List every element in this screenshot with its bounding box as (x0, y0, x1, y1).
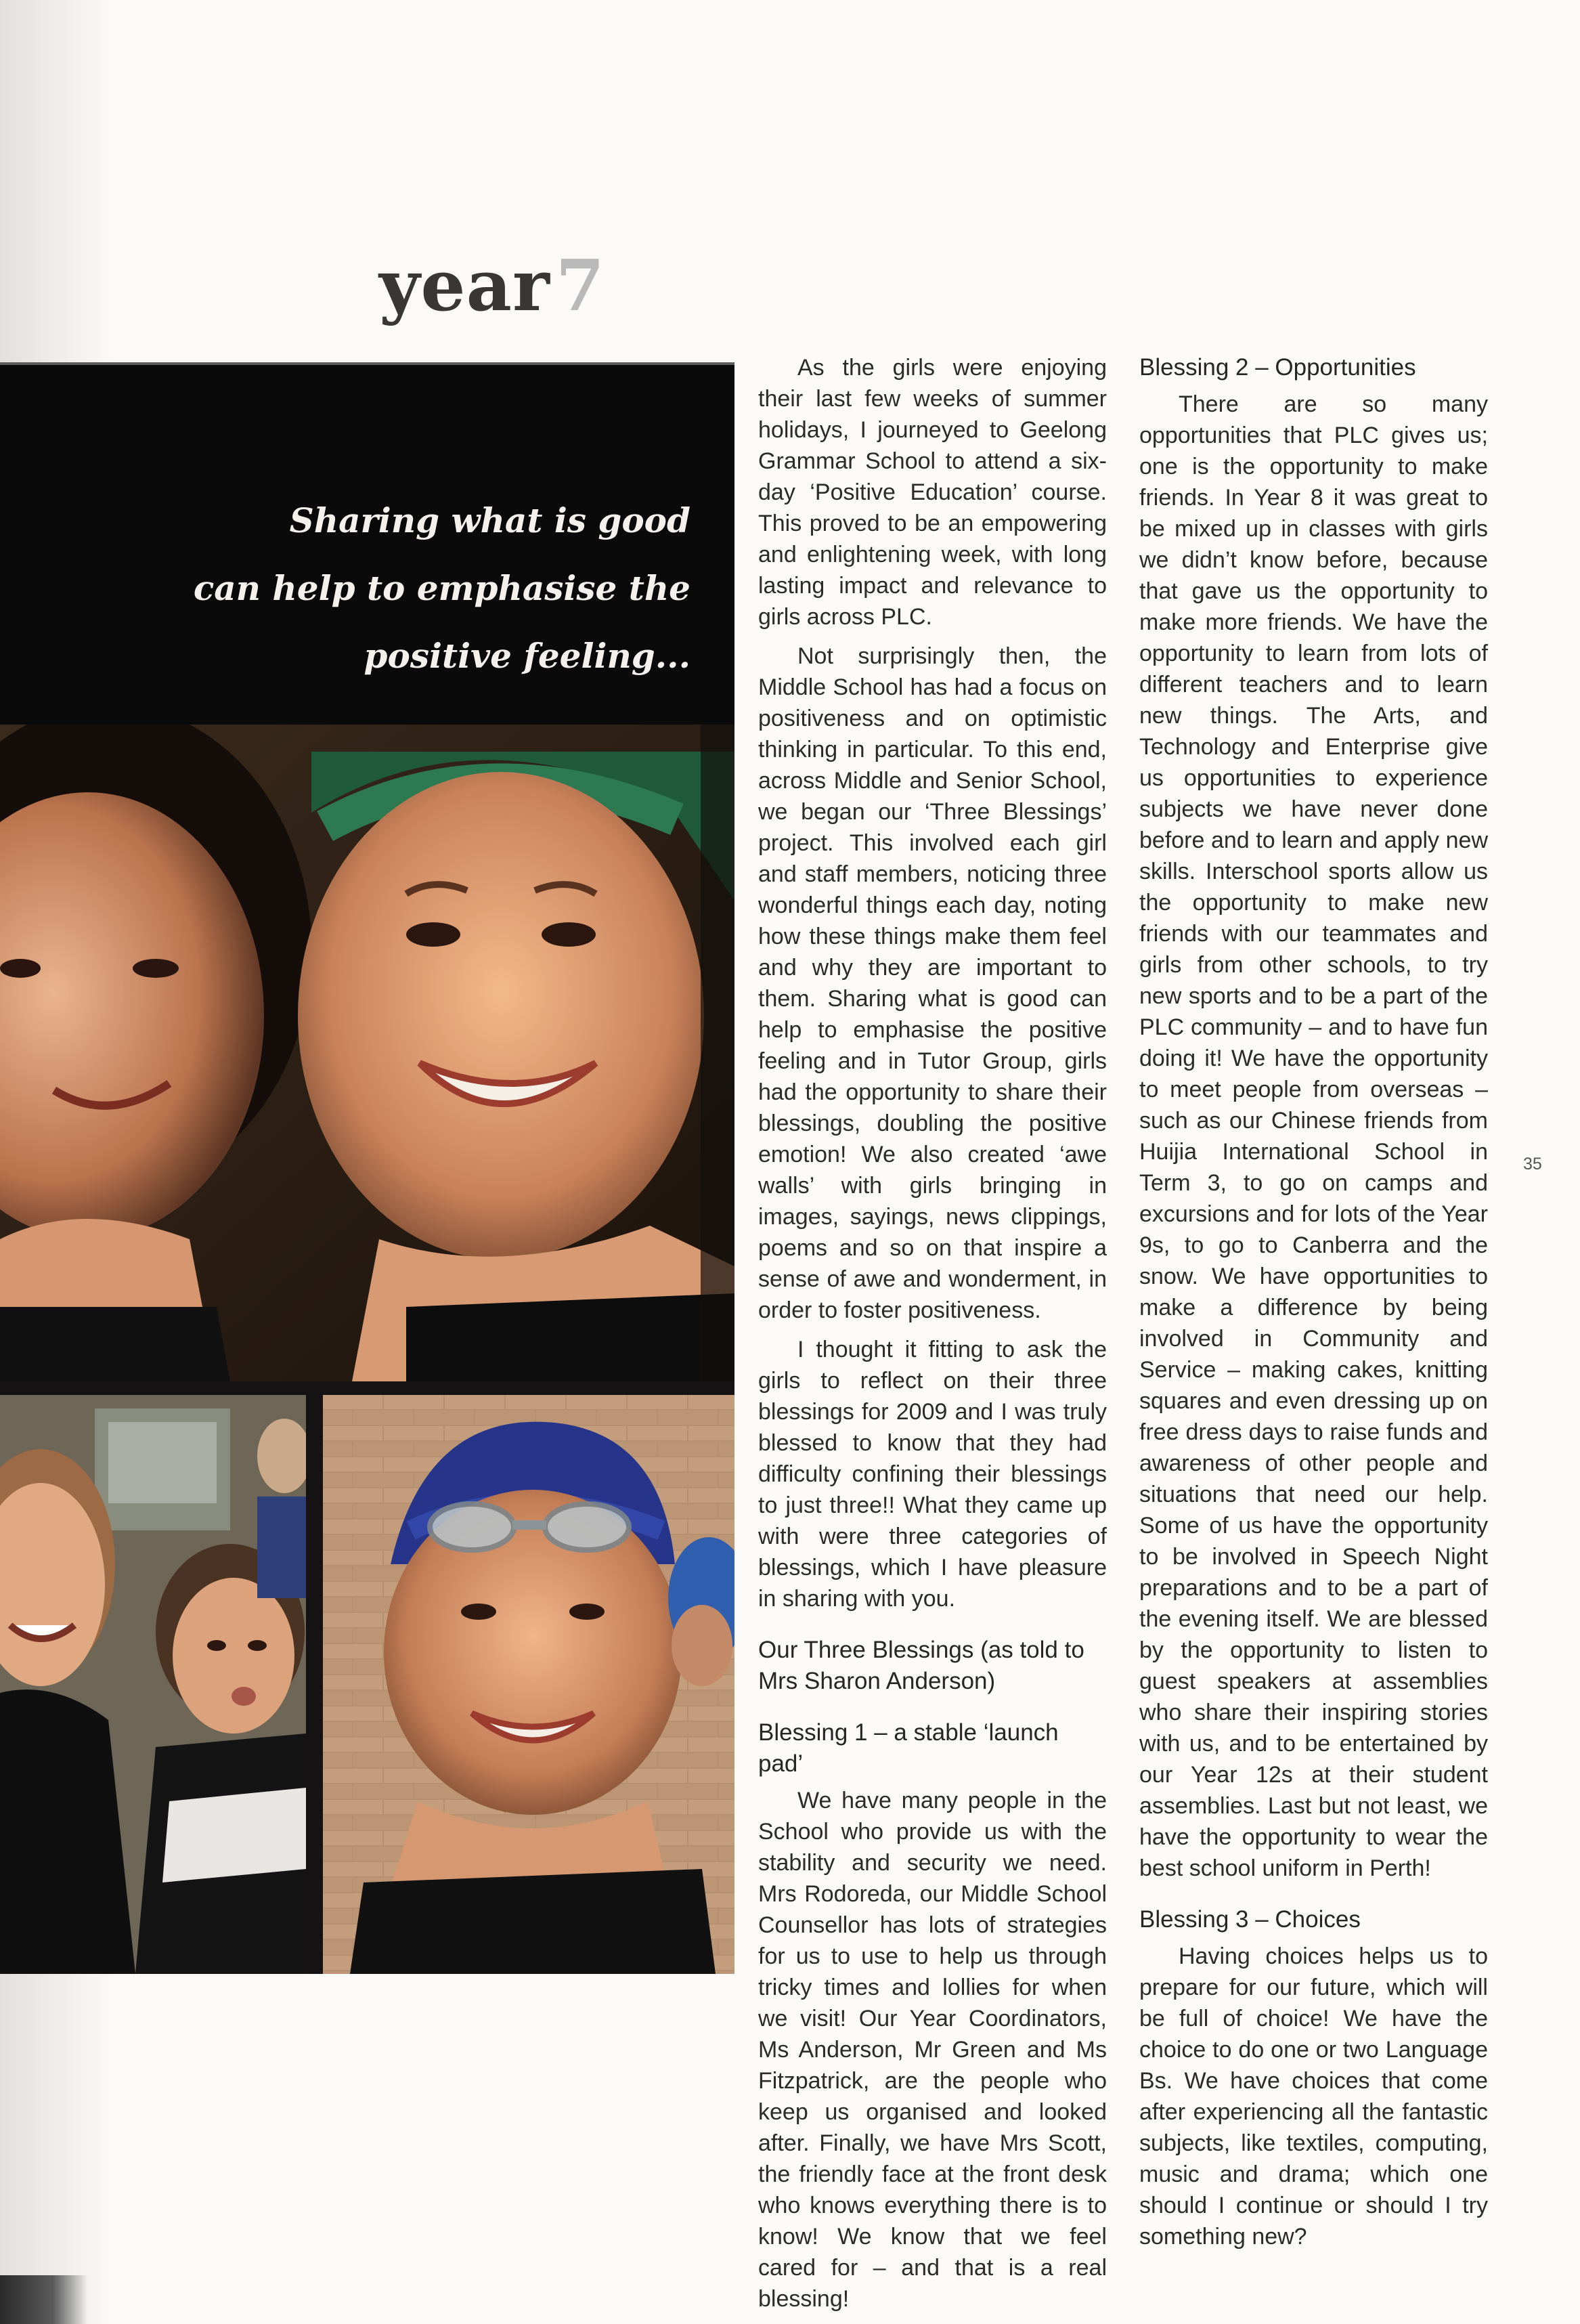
article-column-2 (1139, 352, 1488, 2260)
page-heading (379, 244, 605, 327)
paragraph: Having choices helps us to prepare for our future, which will be full of choice! We have the choice to do one or two Language Bs. We have choices that come after experiencing all the fantastic subjects, like textiles, computing, music and drama; which one should I continue or should I try something new? (1139, 1943, 1488, 2250)
pull-quote-line: can help to emphasise the (193, 568, 690, 608)
pull-quote (81, 487, 690, 690)
article-column-1 (758, 352, 1107, 2323)
girl-with-swim-cap-and-goggles-photo (323, 1395, 734, 1974)
section-heading: Blessing 3 – Choices (1139, 1906, 1361, 1933)
pull-quote-panel (0, 362, 734, 727)
photo-divider (0, 1381, 734, 1395)
page-edge-shadow (0, 2275, 88, 2324)
heading-number: 7 (555, 244, 606, 327)
two-girls-smiling-photo (0, 725, 734, 1381)
pull-quote-line: Sharing what is good (289, 500, 690, 540)
pull-quote-line: positive feeling... (364, 636, 690, 676)
paragraph: We have many people in the School who provide us with the stability and security we need. Mrs Rodoreda, our Middle School Counsellor has lots of strategies for us to use to help us through tricky times and lollies for when we visit! Our Year Coordinators, Ms Anderson, Mr Green and Ms Fitzpatrick, are the people who keep us organised and looked after. Finally, we have Mrs Scott, the friendly face at the front desk who knows everything there is to know! We know that we feel cared for – and that is a real blessing! (758, 1788, 1107, 2312)
section-heading: Our Three Blessings (as told to Mrs Sharon Anderson) (758, 1637, 1084, 1694)
section-heading: Blessing 1 – a stable ‘launch pad’ (758, 1719, 1059, 1777)
photo-divider (306, 1381, 323, 1974)
two-girls-illustration (0, 725, 734, 1381)
paragraph: There are so many opportunities that PLC gives us; one is the opportunity to make friends. In Year 8 it was great to be mixed up in classes with girls we didn’t know before, because that gave us the opportunity to make more friends. We have the opportunity to learn from lots of different teachers and to learn new things. The Arts, and Technology and Enterprise give us opportunities to experience subjects we have never done before and to learn and apply new skills. Interschool sports allow us the opportunity to make new friends with our teammates and girls from other schools, to try new sports and to be a part of the PLC community – and to have fun doing it! We have the opportunity to meet people from overseas – such as our Chinese friends from Huijia International School in Term 3, to go on camps and excursions and for lots of the Year 9s, to go to Canberra and the snow. We have opportunities to make a difference by being involved in Community and Service – making cakes, knitting squares and even dressing up on free dress days to raise funds and awareness of other people and situations that need our help. Some of us have the opportunity to be involved in Speech Night preparations and to be a part of the evening itself. We are blessed by the opportunity to listen to guest speakers at assemblies who share their inspiring stories with us, and to be entertained by our Year 12s at their student assemblies. Last but not least, we have the opportunity to wear the best school uniform in Perth! (1139, 391, 1488, 1881)
swim-cap-girl-illustration (323, 1395, 734, 1974)
paragraph: I thought it fitting to ask the girls to reflect on their three blessings for 2009 and I was truly blessed to know that they had difficulty confining their blessings to just three!! What they came up with were three categories of blessings, which I have pleasure in sharing with you. (758, 1337, 1107, 1612)
heading-word: year (379, 244, 550, 327)
girls-in-swimsuits-illustration (0, 1395, 306, 1974)
girls-in-swimsuits-photo (0, 1395, 306, 1974)
page-number: 35 (1523, 1155, 1542, 1174)
paragraph: Not surprisingly then, the Middle School has had a focus on positiveness and on optimistic thinking in particular. To this end, across Middle and Senior School, we began our ‘Three Blessings’ project. This involved each girl and staff members, noticing three wonderful things each day, noting how these things make them feel and why they are important to them. Sharing what is good can help to emphasise the positive feeling and in Tutor Group, girls had the opportunity to share their blessings, doubling the positive emotion! We also created ‘awe walls’ with girls bringing in images, sayings, news clippings, poems and so on that inspire a sense of awe and wonderment, in order to foster positiveness. (758, 643, 1107, 1323)
paragraph: As the girls were enjoying their last few weeks of summer holidays, I journeyed to Geelong Grammar School to attend a six-day ‘Positive Education’ course. This proved to be an empowering and enlightening week, with long lasting impact and relevance to girls across PLC. (758, 355, 1107, 630)
section-heading: Blessing 2 – Opportunities (1139, 354, 1416, 381)
